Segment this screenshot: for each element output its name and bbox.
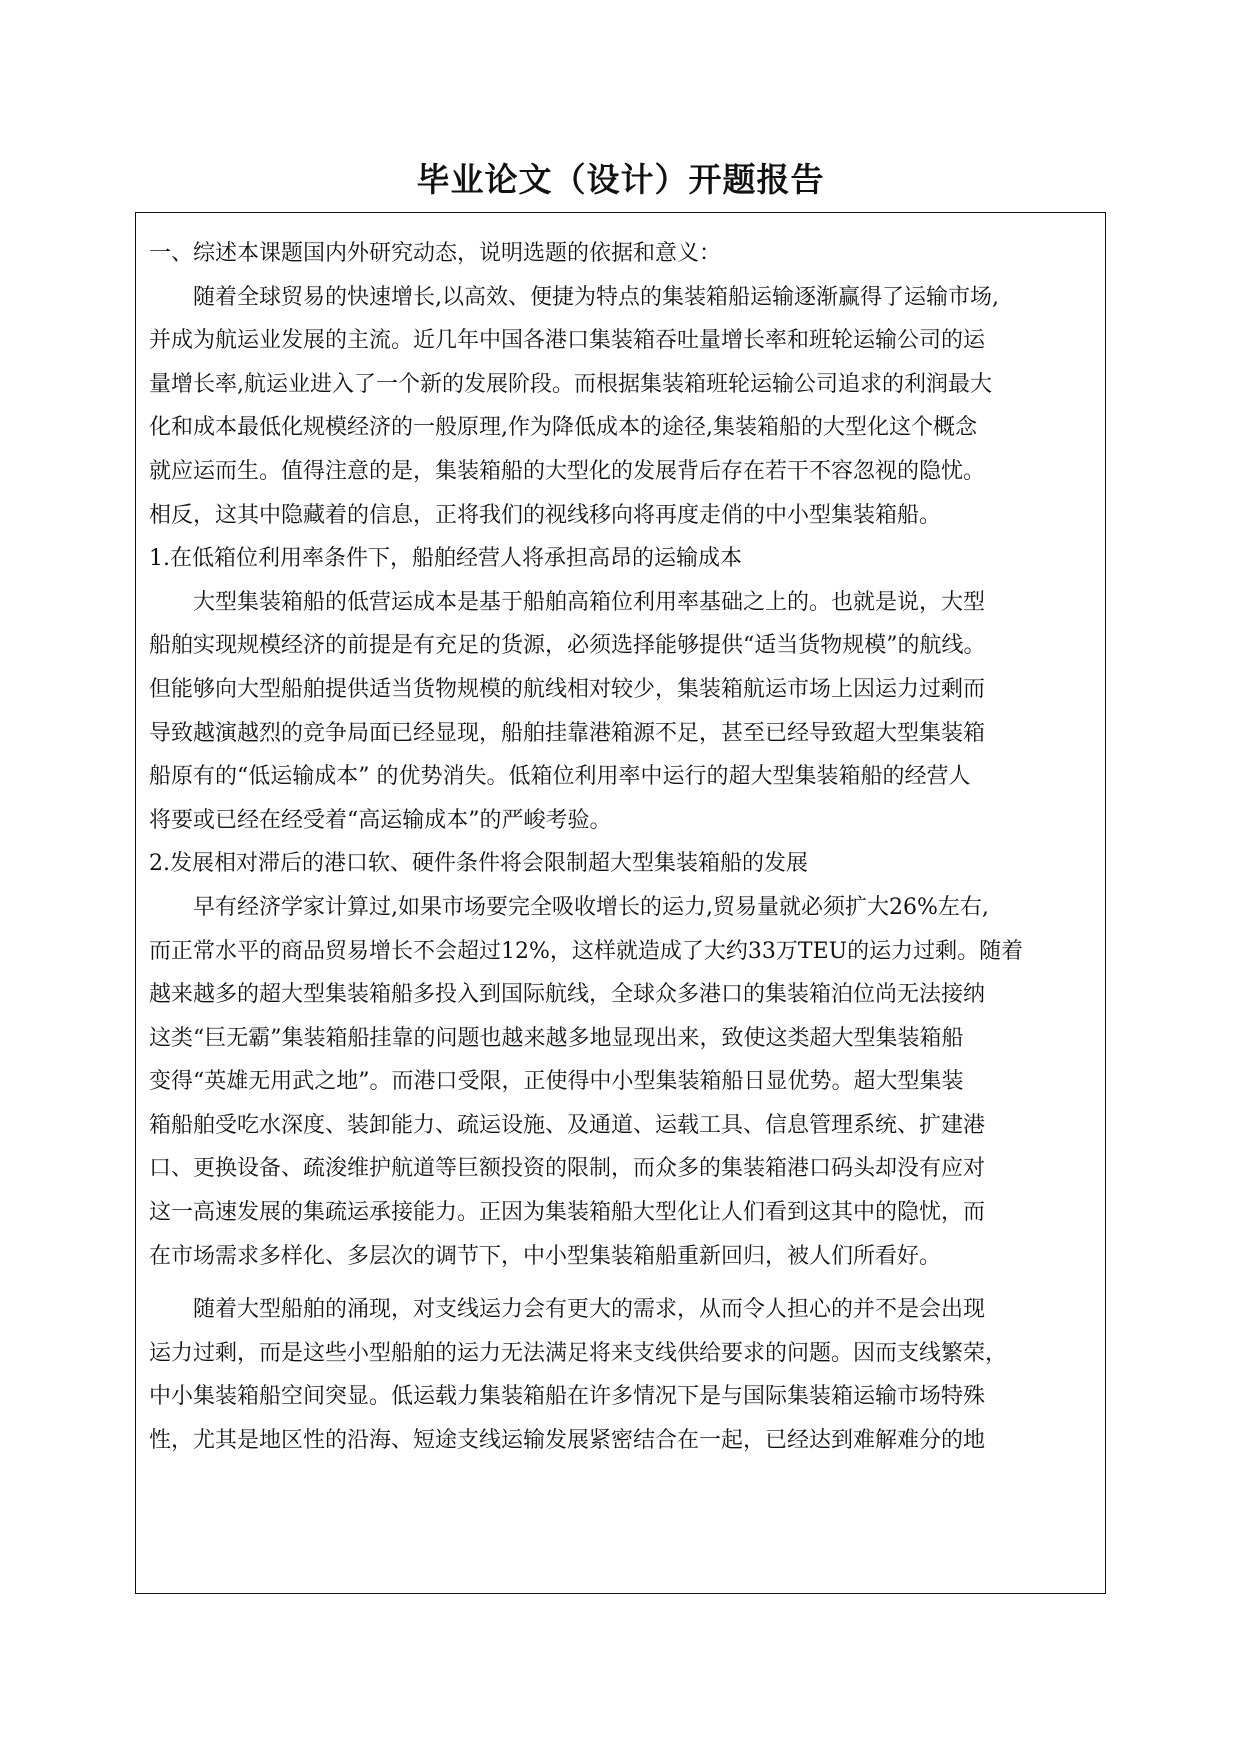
page-title: 毕业论文（设计）开题报告 bbox=[416, 160, 825, 199]
paragraph-line: 大型集装箱船的低营运成本是基于船舶高箱位利用率基础之上的。也就是说，大型 bbox=[193, 589, 986, 615]
paragraph-line: 箱船舶受吃水深度、装卸能力、疏运设施、及通道、运载工具、信息管理系统、扩建港 bbox=[149, 1112, 986, 1138]
paragraph-line: 相反，这其中隐藏着的信息，正将我们的视线移向将再度走俏的中小型集装箱船。 bbox=[149, 502, 942, 528]
paragraph-line: 而正常水平的商品贸易增长不会超过12%，这样就造成了大约33万TEU的运力过剩。随着 bbox=[149, 938, 1024, 964]
paragraph-2 bbox=[149, 581, 1096, 843]
point-2-heading: 2.发展相对滞后的港口软、硬件条件将会限制超大型集装箱船的发展 bbox=[149, 851, 808, 877]
paragraph-line: 就应运而生。值得注意的是，集装箱船的大型化的发展背后存在若干不容忽视的隐忧。 bbox=[149, 458, 986, 484]
paragraph-line: 船舶实现规模经济的前提是有充足的货源，必须选择能够提供“适当货物规模”的航线。 bbox=[149, 633, 986, 659]
report-frame bbox=[135, 212, 1106, 1594]
paragraph-line: 性，尤其是地区性的沿海、短途支线运输发展紧密结合在一起，已经达到难解难分的地 bbox=[149, 1428, 986, 1454]
paragraph-1 bbox=[149, 276, 1096, 538]
section-heading: 一、综述本课题国内外研究动态，说明选题的依据和意义： bbox=[149, 241, 722, 266]
paragraph-line: 这一高速发展的集疏运承接能力。正因为集装箱船大型化让人们看到这其中的隐忧，而 bbox=[149, 1200, 986, 1226]
paragraph-line: 这类“巨无霸”集装箱船挂靠的问题也越来越多地显现出来，致使这类超大型集装箱船 bbox=[149, 1025, 964, 1051]
paragraph-line: 并成为航运业发展的主流。近几年中国各港口集装箱吞吐量增长率和班轮运输公司的运 bbox=[149, 328, 986, 354]
point-1-heading: 1.在低箱位利用率条件下，船舶经营人将承担高昂的运输成本 bbox=[149, 546, 742, 572]
paragraph-gap bbox=[149, 1278, 1096, 1288]
paragraph-line: 中小集装箱船空间突显。低运载力集装箱船在许多情况下是与国际集装箱运输市场特殊 bbox=[149, 1384, 986, 1410]
paragraph-line: 量增长率,航运业进入了一个新的发展阶段。而根据集装箱班轮运输公司追求的利润最大 bbox=[149, 371, 992, 397]
paragraph-line: 将要或已经在经受着“高运输成本”的严峻考验。 bbox=[149, 807, 612, 833]
paragraph-line: 导致越演越烈的竞争局面已经显现，船舶挂靠港箱源不足，甚至已经导致超大型集装箱 bbox=[149, 720, 986, 746]
paragraph-line: 早有经济学家计算过,如果市场要完全吸收增长的运力,贸易量就必须扩大26%左右, bbox=[193, 894, 989, 920]
paragraph-4 bbox=[149, 1288, 1096, 1462]
paragraph-line: 随着大型船舶的涌现，对支线运力会有更大的需求，从而令人担心的并不是会出现 bbox=[193, 1297, 986, 1323]
paragraph-line: 变得“英雄无用武之地”。而港口受限，正使得中小型集装箱船日显优势。超大型集装 bbox=[149, 1069, 964, 1095]
paragraph-line: 化和成本最低化规模经济的一般原理,作为降低成本的途径,集装箱船的大型化这个概念 bbox=[149, 415, 977, 441]
paragraph-line: 在市场需求多样化、多层次的调节下，中小型集装箱船重新回归，被人们所看好。 bbox=[149, 1243, 942, 1269]
paragraph-line: 但能够向大型船舶提供适当货物规模的航线相对较少，集装箱航运市场上因运力过剩而 bbox=[149, 676, 986, 702]
paragraph-line: 越来越多的超大型集装箱船多投入到国际航线，全球众多港口的集装箱泊位尚无法接纳 bbox=[149, 982, 986, 1008]
paragraph-line: 口、更换设备、疏浚维护航道等巨额投资的限制，而众多的集装箱港口码头却没有应对 bbox=[149, 1156, 986, 1182]
paragraph-line: 随着全球贸易的快速增长,以高效、便捷为特点的集装箱船运输逐渐赢得了运输市场, bbox=[193, 284, 999, 310]
paragraph-3 bbox=[149, 886, 1096, 1278]
report-content bbox=[149, 232, 1096, 1463]
paragraph-line: 运力过剩，而是这些小型船舶的运力无法满足将来支线供给要求的问题。因而支线繁荣， bbox=[149, 1340, 1008, 1366]
paragraph-line: 船原有的“低运输成本” 的优势消失。低箱位利用率中运行的超大型集装箱船的经营人 bbox=[149, 764, 971, 790]
